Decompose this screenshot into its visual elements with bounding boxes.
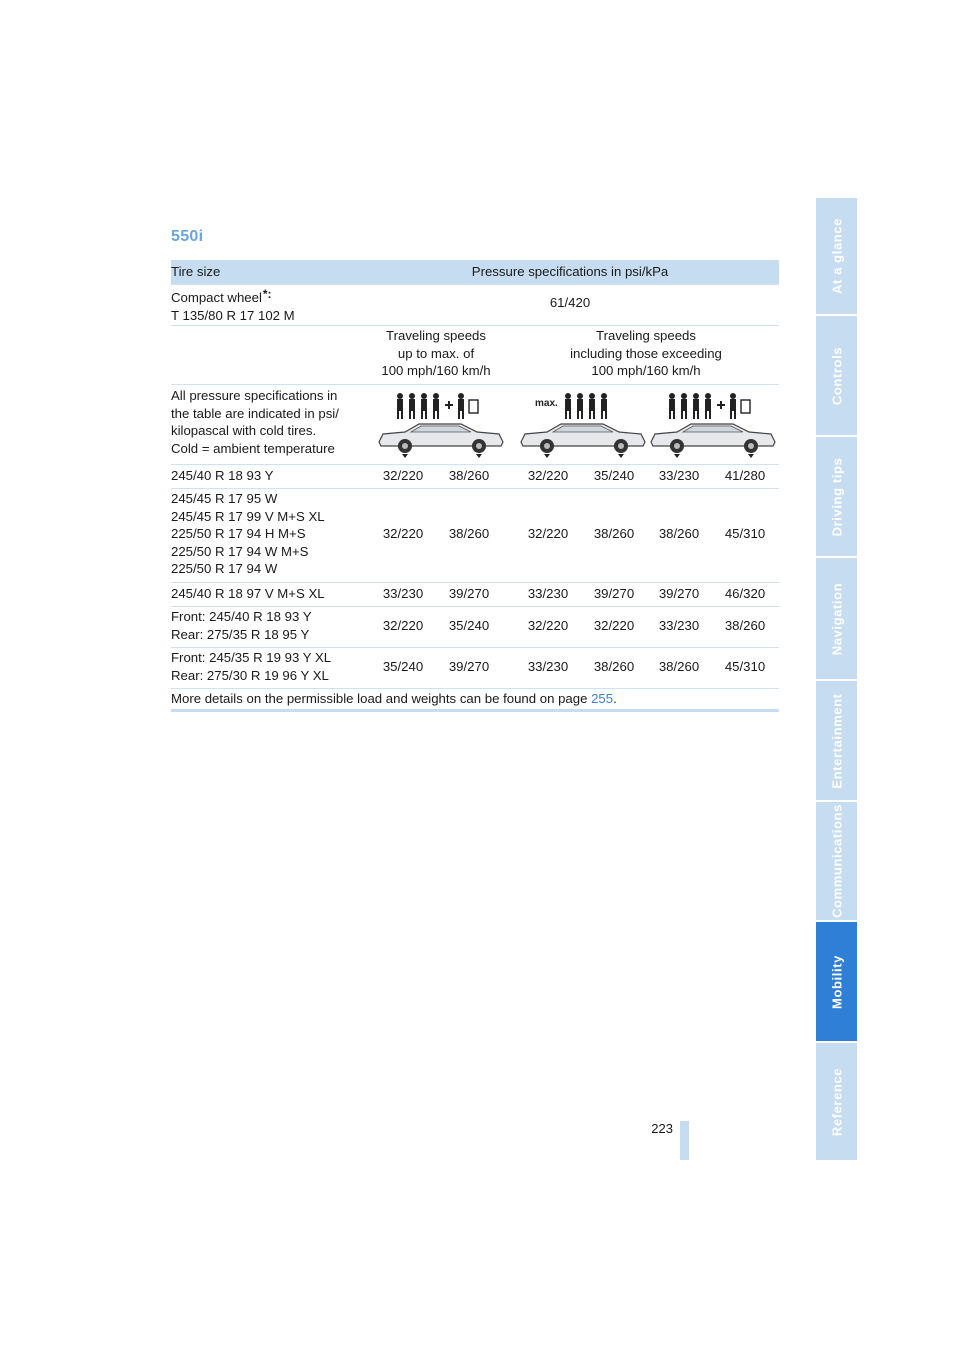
- tire-size: 245/45 R 17 95 W 245/45 R 17 99 V M+S XL 225/50 R 17 94 H M+S 225/50 R 17 94 W M+S 225/50 R 17 94 W: [171, 491, 325, 576]
- tab-mobility[interactable]: Mobility: [816, 922, 857, 1043]
- pressure-value: 41/280: [724, 468, 766, 483]
- header-pressure: Pressure specifications in psi/kPa: [471, 264, 669, 279]
- pressure-value: 35/240: [593, 468, 635, 483]
- pressure-value: 33/230: [658, 468, 700, 483]
- pressure-value: 46/320: [724, 586, 766, 601]
- car-load-max-4-people-icon: [517, 392, 649, 458]
- compact-wheel-label: Compact wheel*: T 135/80 R 17 102 M: [171, 287, 295, 323]
- tab-driving-tips[interactable]: Driving tips: [816, 437, 857, 558]
- pressure-value: 33/230: [382, 586, 424, 601]
- page-number-bar: [680, 1121, 689, 1160]
- pressure-value: 33/230: [527, 659, 569, 674]
- pressure-value: 33/230: [658, 618, 700, 633]
- table-bottom-rule: [171, 709, 779, 712]
- pressure-value: 45/310: [724, 659, 766, 674]
- header-tire-size: Tire size: [171, 264, 221, 279]
- tab-at-a-glance[interactable]: At a glance: [816, 198, 857, 316]
- compact-wheel-value: 61/420: [549, 295, 591, 310]
- pressure-value: 38/260: [658, 659, 700, 674]
- pressure-note: All pressure specifications in the table are indicated in psi/ kilopascal with cold tires. Cold = ambient temperature: [171, 388, 339, 456]
- pressure-value: 32/220: [382, 618, 424, 633]
- pressure-value: 32/220: [527, 468, 569, 483]
- pressure-value: 38/260: [724, 618, 766, 633]
- tire-size: Front: 245/40 R 18 93 Y Rear: 275/35 R 18 95 Y: [171, 609, 312, 642]
- tab-entertainment[interactable]: Entertainment: [816, 681, 857, 802]
- speed-group-b: Traveling speeds including those exceeding 100 mph/160 km/h: [570, 328, 722, 378]
- table-row: [171, 582, 779, 607]
- pressure-value: 38/260: [593, 659, 635, 674]
- tab-communications[interactable]: Communications: [816, 802, 857, 922]
- note-row: [171, 384, 779, 465]
- table-row: [171, 606, 779, 648]
- pressure-value: 32/220: [593, 618, 635, 633]
- tire-size: 245/40 R 18 93 Y: [171, 468, 274, 483]
- table-row: [171, 647, 779, 689]
- pressure-value: 32/220: [527, 618, 569, 633]
- page-number: 223: [651, 1121, 673, 1136]
- speed-header-row: [171, 325, 779, 385]
- speed-group-a: Traveling speeds up to max. of 100 mph/160 km/h: [381, 328, 491, 378]
- tab-navigation[interactable]: Navigation: [816, 558, 857, 681]
- pressure-value: 32/220: [382, 468, 424, 483]
- pressure-value: 39/270: [448, 659, 490, 674]
- pressure-value: 32/220: [382, 526, 424, 541]
- pressure-value: 38/260: [448, 526, 490, 541]
- section-title: 550i: [171, 228, 204, 245]
- pressure-value: 39/270: [448, 586, 490, 601]
- tire-size: 245/40 R 18 97 V M+S XL: [171, 586, 325, 601]
- compact-wheel-row: [171, 284, 779, 326]
- car-load-4-people-luggage-icon: [647, 392, 779, 458]
- tab-controls[interactable]: Controls: [816, 316, 857, 437]
- pressure-value: 39/270: [658, 586, 700, 601]
- pressure-value: 35/240: [448, 618, 490, 633]
- svg-text:max.: max.: [535, 398, 558, 409]
- pressure-value: 38/260: [448, 468, 490, 483]
- car-load-4-people-luggage-icon: [375, 392, 507, 458]
- page-link-255[interactable]: 255: [591, 691, 614, 706]
- tab-reference[interactable]: Reference: [816, 1043, 857, 1162]
- table-row: [171, 464, 779, 489]
- table-row: [171, 488, 779, 583]
- pressure-value: 35/240: [382, 659, 424, 674]
- pressure-value: 45/310: [724, 526, 766, 541]
- footnote: More details on the permissible load and weights can be found on page 255.: [171, 691, 617, 706]
- pressure-value: 39/270: [593, 586, 635, 601]
- pressure-value: 38/260: [593, 526, 635, 541]
- pressure-value: 33/230: [527, 586, 569, 601]
- tire-size: Front: 245/35 R 19 93 Y XL Rear: 275/30 R 19 96 Y XL: [171, 650, 332, 683]
- table-header: [171, 260, 779, 285]
- pressure-value: 32/220: [527, 526, 569, 541]
- pressure-value: 38/260: [658, 526, 700, 541]
